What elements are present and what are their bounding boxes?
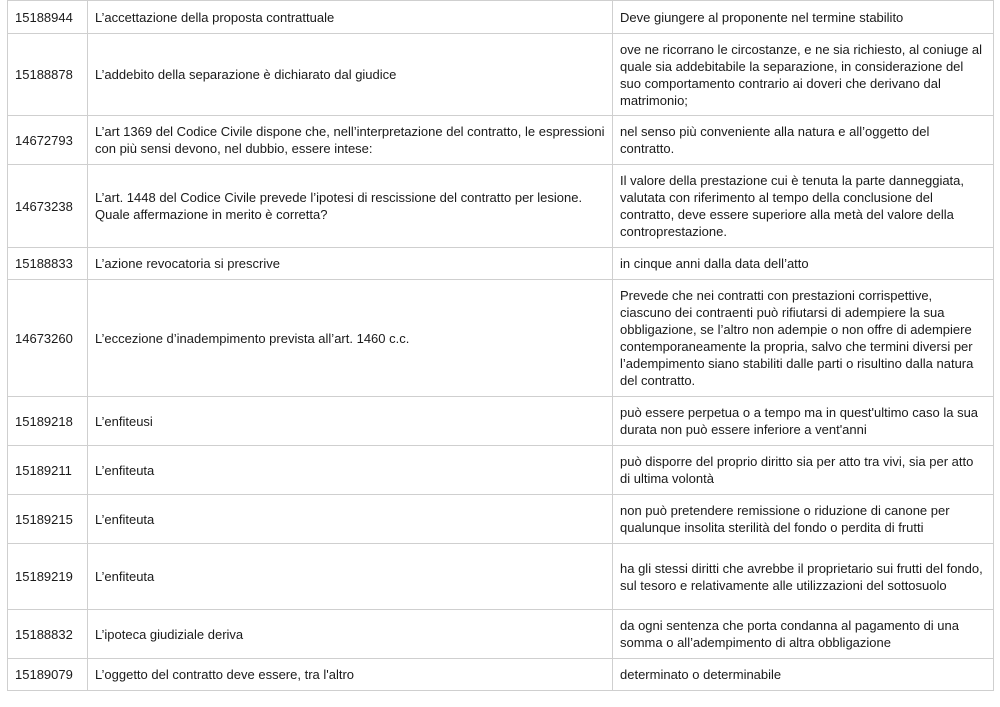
row-answer: nel senso più conveniente alla natura e all’oggetto del contratto. [613, 116, 994, 165]
row-question: L’ipoteca giudiziale deriva [88, 610, 613, 659]
row-id: 15189215 [8, 495, 88, 544]
row-id: 15189218 [8, 397, 88, 446]
row-id: 15188833 [8, 248, 88, 280]
table-row [8, 610, 994, 659]
row-answer: in cinque anni dalla data dell’atto [613, 248, 994, 280]
row-question: L’accettazione della proposta contrattuale [88, 1, 613, 34]
row-id: 15188878 [8, 34, 88, 116]
quiz-table-container [7, 0, 993, 691]
row-answer: determinato o determinabile [613, 659, 994, 691]
row-question: L’eccezione d’inadempimento prevista all’art. 1460 c.c. [88, 280, 613, 397]
row-answer: Il valore della prestazione cui è tenuta la parte danneggiata, valutata con riferimento al tempo della conclusione del contratto, deve essere superiore alla metà del valore della controprestazione. [613, 165, 994, 248]
row-question: L’enfiteusi [88, 397, 613, 446]
row-id: 15189219 [8, 544, 88, 610]
row-question: L’art 1369 del Codice Civile dispone che, nell’interpretazione del contratto, le espressioni con più sensi devono, nel dubbio, essere intese: [88, 116, 613, 165]
row-question: L’enfiteuta [88, 495, 613, 544]
table-row [8, 280, 994, 397]
row-answer: ha gli stessi diritti che avrebbe il proprietario sui frutti del fondo, sul tesoro e relativamente alle utilizzazioni del sottosuolo [613, 544, 994, 610]
row-answer: può essere perpetua o a tempo ma in quest'ultimo caso la sua durata non può essere inferiore a vent'anni [613, 397, 994, 446]
table-row [8, 397, 994, 446]
row-question: L’addebito della separazione è dichiarato dal giudice [88, 34, 613, 116]
row-answer: da ogni sentenza che porta condanna al pagamento di una somma o all’adempimento di altra obbligazione [613, 610, 994, 659]
row-id: 14672793 [8, 116, 88, 165]
row-question: L’enfiteuta [88, 446, 613, 495]
row-answer: non può pretendere remissione o riduzione di canone per qualunque insolita sterilità del fondo o perdita di frutti [613, 495, 994, 544]
table-row [8, 1, 994, 34]
quiz-table [7, 0, 994, 691]
row-id: 15189211 [8, 446, 88, 495]
row-question: L’azione revocatoria si prescrive [88, 248, 613, 280]
row-id: 14673238 [8, 165, 88, 248]
table-row [8, 495, 994, 544]
row-id: 14673260 [8, 280, 88, 397]
table-row [8, 659, 994, 691]
row-answer: può disporre del proprio diritto sia per atto tra vivi, sia per atto di ultima volontà [613, 446, 994, 495]
table-row [8, 248, 994, 280]
row-answer: Prevede che nei contratti con prestazioni corrispettive, ciascuno dei contraenti può rifiutarsi di adempiere la sua obbligazione, se l’altro non adempie o non offre di adempiere contemporaneamente la propria, salvo che termini diversi per l’adempimento siano stabiliti dalle parti o risultino dalla natura del contratto. [613, 280, 994, 397]
table-row [8, 544, 994, 610]
row-id: 15188944 [8, 1, 88, 34]
row-question: L’enfiteuta [88, 544, 613, 610]
row-answer: ove ne ricorrano le circostanze, e ne sia richiesto, al coniuge al quale sia addebitabile la separazione, in considerazione del suo comportamento contrario ai doveri che derivano dal matrimonio; [613, 34, 994, 116]
row-id: 15189079 [8, 659, 88, 691]
table-row [8, 446, 994, 495]
table-row [8, 165, 994, 248]
table-row [8, 116, 994, 165]
row-id: 15188832 [8, 610, 88, 659]
row-answer: Deve giungere al proponente nel termine stabilito [613, 1, 994, 34]
table-row [8, 34, 994, 116]
row-question: L’art. 1448 del Codice Civile prevede l’ipotesi di rescissione del contratto per lesione. Quale affermazione in merito è corretta? [88, 165, 613, 248]
row-question: L’oggetto del contratto deve essere, tra l'altro [88, 659, 613, 691]
